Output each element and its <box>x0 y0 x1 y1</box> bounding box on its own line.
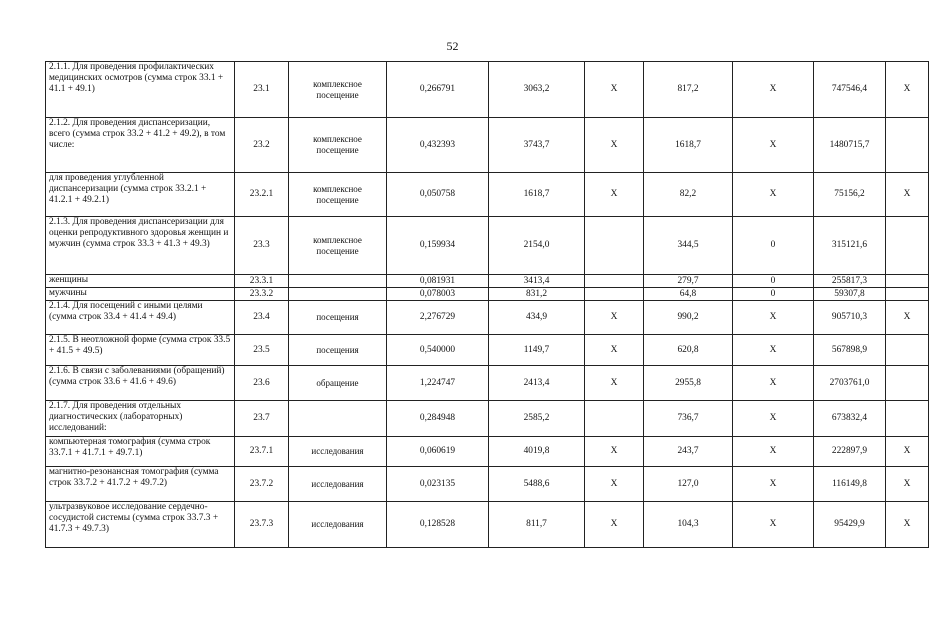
row-col7: 243,7 <box>644 437 733 467</box>
row-unit: исследования <box>289 467 387 502</box>
table-row <box>46 467 929 502</box>
row-code: 23.7 <box>235 401 289 437</box>
row-col7: 990,2 <box>644 301 733 335</box>
row-rate: 0,078003 <box>387 288 489 301</box>
row-col7: 82,2 <box>644 173 733 217</box>
row-code: 23.7.3 <box>235 502 289 548</box>
row-name: магнитно-резонансная томография (сумма строк 33.7.2 + 41.7.2 + 49.7.2) <box>46 467 235 502</box>
table-row <box>46 62 929 118</box>
row-col9: 747546,4 <box>814 62 886 118</box>
row-cost: 434,9 <box>489 301 585 335</box>
row-col7: 64,8 <box>644 288 733 301</box>
row-col9: 905710,3 <box>814 301 886 335</box>
page-number: 52 <box>446 39 459 53</box>
table-row <box>46 217 929 275</box>
row-code: 23.3.1 <box>235 275 289 288</box>
row-cost: 4019,8 <box>489 437 585 467</box>
table-row <box>46 502 929 548</box>
row-rate: 0,284948 <box>387 401 489 437</box>
row-col9: 59307,8 <box>814 288 886 301</box>
row-col10: X <box>886 301 929 335</box>
row-rate: 0,540000 <box>387 335 489 366</box>
row-code: 23.7.2 <box>235 467 289 502</box>
row-code: 23.5 <box>235 335 289 366</box>
row-name: для проведения углубленной диспансеризации (сумма строк 33.2.1 + 41.2.1 + 49.2.1) <box>46 173 235 217</box>
row-col8: 0 <box>733 288 814 301</box>
table-row <box>46 437 929 467</box>
row-col9: 567898,9 <box>814 335 886 366</box>
row-col6: X <box>585 467 644 502</box>
row-col6: X <box>585 118 644 173</box>
row-cost: 811,7 <box>489 502 585 548</box>
row-col10 <box>886 366 929 401</box>
row-cost: 1618,7 <box>489 173 585 217</box>
row-code: 23.3 <box>235 217 289 275</box>
data-table <box>45 61 929 548</box>
row-col7: 104,3 <box>644 502 733 548</box>
row-col7: 620,8 <box>644 335 733 366</box>
row-code: 23.3.2 <box>235 288 289 301</box>
row-col9: 2703761,0 <box>814 366 886 401</box>
row-code: 23.6 <box>235 366 289 401</box>
row-col6: X <box>585 62 644 118</box>
row-rate: 0,266791 <box>387 62 489 118</box>
row-name: 2.1.1. Для проведения профилактических медицинских осмотров (сумма строк 33.1 + 41.1 + 49.1) <box>46 62 235 118</box>
row-col8: X <box>733 467 814 502</box>
row-col8: X <box>733 335 814 366</box>
row-code: 23.1 <box>235 62 289 118</box>
row-rate: 0,081931 <box>387 275 489 288</box>
table-row <box>46 118 929 173</box>
row-unit: комплексное посещение <box>289 118 387 173</box>
row-col10: X <box>886 502 929 548</box>
row-name: 2.1.3. Для проведения диспансеризации для оценки репродуктивного здоровья женщин и мужчин (сумма строк 33.3 + 41.3 + 49.3) <box>46 217 235 275</box>
row-col8: 0 <box>733 217 814 275</box>
row-col7: 736,7 <box>644 401 733 437</box>
row-name: мужчины <box>46 288 235 301</box>
row-col6: X <box>585 437 644 467</box>
row-code: 23.7.1 <box>235 437 289 467</box>
row-col8: X <box>733 62 814 118</box>
row-cost: 3063,2 <box>489 62 585 118</box>
row-unit: исследования <box>289 502 387 548</box>
table-row <box>46 366 929 401</box>
row-col8: X <box>733 401 814 437</box>
row-rate: 0,432393 <box>387 118 489 173</box>
row-col6: X <box>585 366 644 401</box>
row-cost: 2154,0 <box>489 217 585 275</box>
row-unit <box>289 401 387 437</box>
row-col8: 0 <box>733 275 814 288</box>
row-rate: 1,224747 <box>387 366 489 401</box>
table-row <box>46 275 929 288</box>
row-col9: 75156,2 <box>814 173 886 217</box>
table-row <box>46 401 929 437</box>
row-name: ультразвуковое исследование сердечно-сосудистой системы (сумма строк 33.7.3 + 41.7.3 + 49.7.3) <box>46 502 235 548</box>
row-unit: комплексное посещение <box>289 62 387 118</box>
row-rate: 0,050758 <box>387 173 489 217</box>
table-row <box>46 301 929 335</box>
row-code: 23.4 <box>235 301 289 335</box>
row-col8: X <box>733 173 814 217</box>
row-col10 <box>886 118 929 173</box>
row-col9: 315121,6 <box>814 217 886 275</box>
row-unit: обращение <box>289 366 387 401</box>
row-col7: 127,0 <box>644 467 733 502</box>
row-cost: 831,2 <box>489 288 585 301</box>
row-col7: 817,2 <box>644 62 733 118</box>
table-body <box>46 62 929 548</box>
table-row <box>46 288 929 301</box>
row-unit <box>289 288 387 301</box>
row-col6: X <box>585 301 644 335</box>
row-col6 <box>585 275 644 288</box>
row-col8: X <box>733 437 814 467</box>
row-rate: 0,023135 <box>387 467 489 502</box>
row-col9: 95429,9 <box>814 502 886 548</box>
row-rate: 0,128528 <box>387 502 489 548</box>
row-col9: 1480715,7 <box>814 118 886 173</box>
row-cost: 1149,7 <box>489 335 585 366</box>
row-col10: X <box>886 173 929 217</box>
row-cost: 5488,6 <box>489 467 585 502</box>
row-unit: исследования <box>289 437 387 467</box>
row-name: 2.1.6. В связи с заболеваниями (обращений) (сумма строк 33.6 + 41.6 + 49.6) <box>46 366 235 401</box>
row-col6: X <box>585 502 644 548</box>
table-row <box>46 173 929 217</box>
row-col9: 673832,4 <box>814 401 886 437</box>
row-rate: 0,060619 <box>387 437 489 467</box>
row-col7: 1618,7 <box>644 118 733 173</box>
row-col9: 255817,3 <box>814 275 886 288</box>
row-col10: X <box>886 437 929 467</box>
row-col7: 2955,8 <box>644 366 733 401</box>
row-col7: 344,5 <box>644 217 733 275</box>
row-col9: 116149,8 <box>814 467 886 502</box>
row-col7: 279,7 <box>644 275 733 288</box>
row-name: 2.1.5. В неотложной форме (сумма строк 33.5 + 41.5 + 49.5) <box>46 335 235 366</box>
row-code: 23.2.1 <box>235 173 289 217</box>
row-col6: X <box>585 173 644 217</box>
row-col8: X <box>733 502 814 548</box>
row-col8: X <box>733 366 814 401</box>
row-name: компьютерная томография (сумма строк 33.7.1 + 41.7.1 + 49.7.1) <box>46 437 235 467</box>
row-col10 <box>886 288 929 301</box>
row-unit <box>289 275 387 288</box>
row-cost: 2413,4 <box>489 366 585 401</box>
row-col8: X <box>733 118 814 173</box>
row-col10 <box>886 401 929 437</box>
row-unit: комплексное посещение <box>289 217 387 275</box>
row-unit: посещения <box>289 301 387 335</box>
row-col10 <box>886 335 929 366</box>
row-col6: X <box>585 335 644 366</box>
row-unit: комплексное посещение <box>289 173 387 217</box>
row-rate: 2,276729 <box>387 301 489 335</box>
row-col10 <box>886 275 929 288</box>
row-col10: X <box>886 467 929 502</box>
row-col6 <box>585 288 644 301</box>
row-col6 <box>585 401 644 437</box>
row-col10 <box>886 217 929 275</box>
row-col6 <box>585 217 644 275</box>
row-name: 2.1.4. Для посещений с иными целями (сумма строк 33.4 + 41.4 + 49.4) <box>46 301 235 335</box>
row-name: женщины <box>46 275 235 288</box>
row-name: 2.1.7. Для проведения отдельных диагностических (лабораторных) исследований: <box>46 401 235 437</box>
table-row <box>46 335 929 366</box>
row-col8: X <box>733 301 814 335</box>
row-cost: 2585,2 <box>489 401 585 437</box>
row-code: 23.2 <box>235 118 289 173</box>
row-name: 2.1.2. Для проведения диспансеризации, всего (сумма строк 33.2 + 41.2 + 49.2), в том числе: <box>46 118 235 173</box>
row-rate: 0,159934 <box>387 217 489 275</box>
row-col9: 222897,9 <box>814 437 886 467</box>
row-cost: 3413,4 <box>489 275 585 288</box>
row-cost: 3743,7 <box>489 118 585 173</box>
row-col10: X <box>886 62 929 118</box>
row-unit: посещения <box>289 335 387 366</box>
